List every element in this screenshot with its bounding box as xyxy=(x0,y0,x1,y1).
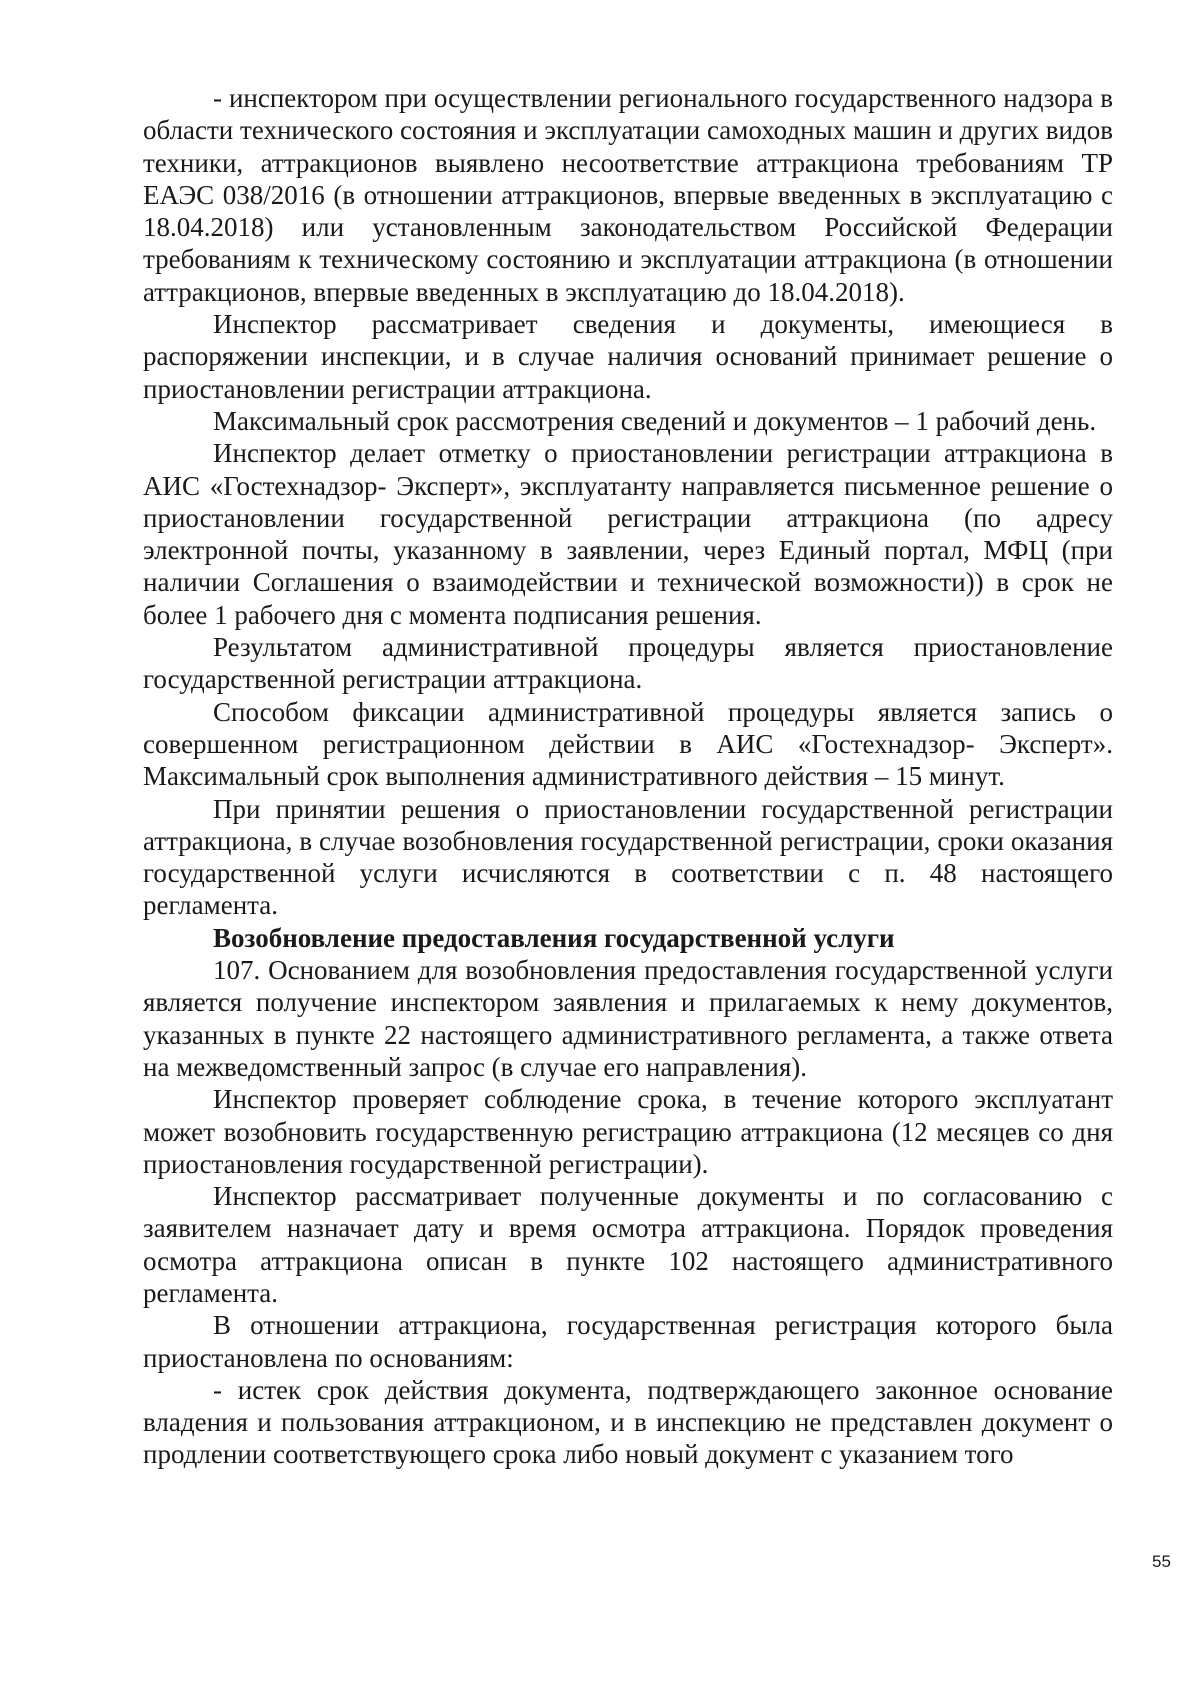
section-heading: Возобновление предоставления государственной услуги xyxy=(213,922,895,953)
paragraph: В отношении аттракциона, государственная регистрация которого была приостановлена по основаниям: xyxy=(143,1310,1113,1373)
paragraph: 107. Основанием для возобновления предоставления государственной услуги является получение инспектором заявления и прилагаемых к нему документов, указанных в пункте 22 настоящего административного регламента, а также ответа на межведомственный запрос (в случае его направления). xyxy=(143,955,1113,1082)
paragraph: Инспектор рассматривает сведения и документы, имеющиеся в распоряжении инспекции, и в случае наличия оснований принимает решение о приостановлении регистрации аттракциона. xyxy=(143,309,1113,404)
paragraph: Инспектор рассматривает полученные документы и по согласованию с заявителем назначает дату и время осмотра аттракциона. Порядок проведения осмотра аттракциона описан в пункте 102 настоящего административного регламента. xyxy=(143,1181,1113,1308)
paragraph: - инспектором при осуществлении регионального государственного надзора в области технического состояния и эксплуатации самоходных машин и других видов техники, аттракционов выявлено несоответствие аттракциона требованиям ТР ЕАЭС 038/2016 (в отношении аттракционов, впервые введенных в эксплуатацию с 18.04.2018) или установленным законодательством Российской Федерации требованиям к техническому состоянию и эксплуатации аттракциона (в отношении аттракционов, впервые введенных в эксплуатацию до 18.04.2018). xyxy=(143,83,1113,307)
paragraph: Инспектор проверяет соблюдение срока, в течение которого эксплуатант может возобновить государственную регистрацию аттракциона (12 месяцев со дня приостановления государственной регистрации). xyxy=(143,1084,1113,1179)
document-body xyxy=(143,82,1113,1471)
page-number: 55 xyxy=(1152,1552,1171,1571)
paragraph: Инспектор делает отметку о приостановлении регистрации аттракциона в АИС «Гостехнадзор- Эксперт», эксплуатанту направляется письменное решение о приостановлении государственной регистрации аттракциона (по адресу электронной почты, указанному в заявлении, через Единый портал, МФЦ (при наличии Соглашения о взаимодействии и технической возможности)) в срок не более 1 рабочего дня с момента подписания решения. xyxy=(143,438,1113,630)
paragraph: Способом фиксации административной процедуры является запись о совершенном регистрационном действии в АИС «Гостехнадзор- Эксперт». Максимальный срок выполнения административного действия – 15 минут. xyxy=(143,696,1113,792)
paragraph: Максимальный срок рассмотрения сведений и документов – 1 рабочий день. xyxy=(213,405,1097,436)
paragraph: - истек срок действия документа, подтверждающего законное основание владения и пользования аттракционом, и в инспекцию не представлен документ о продлении соответствующего срока либо новый документ с указанием того xyxy=(143,1374,1113,1470)
paragraph: При принятии решения о приостановлении государственной регистрации аттракциона, в случае возобновления государственной регистрации, сроки оказания государственной услуги исчисляются в соответствии с п. 48 настоящего регламента. xyxy=(143,793,1113,921)
paragraph: Результатом административной процедуры является приостановление государственной регистрации аттракциона. xyxy=(143,632,1113,695)
